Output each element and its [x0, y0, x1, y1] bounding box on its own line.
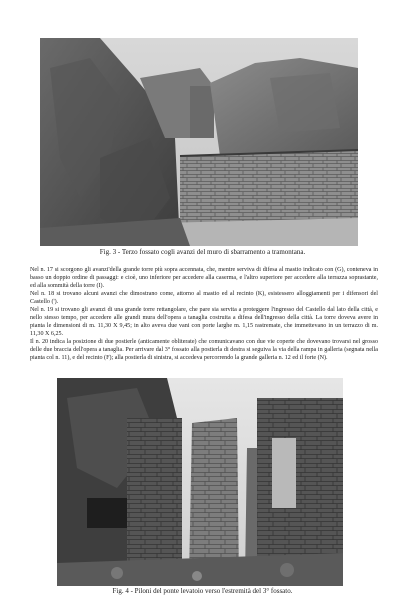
figure-3-caption: Fig. 3 - Terzo fossato cogli avanzi del muro di sbarramento a tramontana.	[99, 248, 306, 256]
ditch-wall-photo-image	[40, 38, 358, 246]
figure-3-photo	[40, 38, 358, 246]
figure-4-caption: Fig. 4 - Piloni del ponte levatoio verso l'estremità del 3° fossato.	[112, 587, 293, 595]
figure-4-photo	[57, 378, 343, 586]
body-text	[30, 266, 378, 362]
paragraph-n20: Il n. 20 indica la posizione di due postierle (anticamente obliterate) che comunicavano con due vie coperte che dovevano trovarsi nel grosso delle due braccia dell'opera a tanaglia. Per arrivare dal 3° fossato alla postierla di destra si seguiva la via della rampa in galleria (segnata nella pianta col n. 11), e del recinto (F); alla postierla di sinistra, si accedeva percorrendo la grande galleria n. 12 ed il forte (N).	[30, 339, 378, 361]
paragraph-n17: Nel n. 17 si scorgono gli avanzi'della grande torre più sopra accennata, che, mentre serviva di difesa al mastio indicato con (G), conteneva in basso un doppio ordine di passaggi: e cioè, uno inferiore per accedere alla caserma, e l'altro superiore per accedere alla terrazza soprastante, ed alla sommità della torre (I).	[30, 267, 378, 289]
paragraph-n19: Nel n. 19 si trovano gli avanzi di una grande torre rettangolare, che pare sia servita a proteggere l'ingresso del Castello dal lato della città, e nello stesso tempo, per accedere alle grandi mura dell'opera a tanaglia costruita a difesa dell'ingresso della città. La torre doveva avere in pianta le dimensioni di m. 11,30 X 9,45; in alto aveva due vani con porte larghe m. 1,15 rastremate, che immettevano in un terrazzo di m. 11,30 X 6,25.	[30, 307, 378, 337]
paragraph-n18: Nel n. 18 si trovano alcuni avanzi che dimostrano come, attorno al mastio ed al recinto (K), esistessero alloggiamenti per i difensori del Castello (').	[30, 291, 378, 305]
drawbridge-pillars-photo-image	[57, 378, 343, 586]
